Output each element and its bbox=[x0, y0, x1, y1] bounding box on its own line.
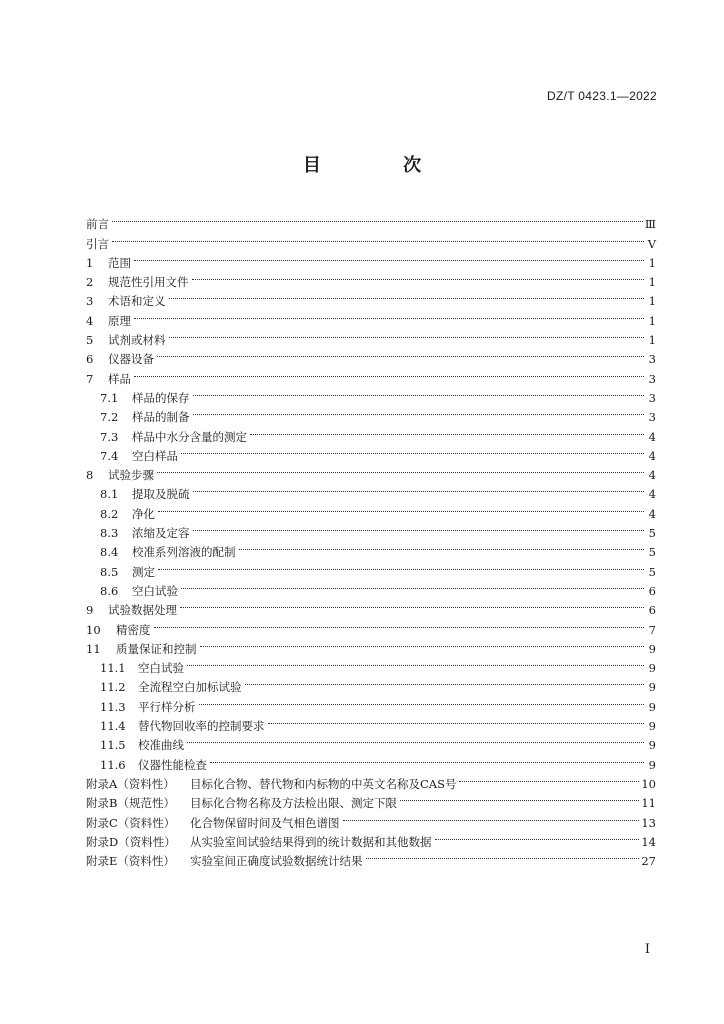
toc-leader-dots bbox=[192, 267, 645, 286]
toc-entry-page: 9 bbox=[648, 699, 656, 714]
toc-leader-dots bbox=[158, 498, 644, 517]
toc-leader-dots bbox=[210, 749, 644, 768]
toc-entry-number: 8.5 bbox=[100, 564, 119, 579]
toc-entry-label: 目标化合物名称及方法检出限、测定下限 bbox=[190, 796, 397, 811]
toc-entry-page: 13 bbox=[641, 815, 656, 830]
toc-leader-dots bbox=[169, 286, 645, 305]
toc-entry-page: 4 bbox=[648, 468, 656, 483]
toc-entry-label: 提取及脱硫 bbox=[132, 487, 190, 502]
toc-entry-page: 10 bbox=[641, 776, 656, 791]
toc-leader-dots bbox=[134, 305, 644, 324]
toc-entry-label: 质量保证和控制 bbox=[116, 641, 197, 656]
toc-leader-dots bbox=[112, 228, 644, 247]
toc-entry[interactable] bbox=[86, 556, 656, 579]
toc-leader-dots bbox=[435, 827, 640, 846]
toc-entry[interactable] bbox=[86, 325, 656, 348]
toc-entry-label: 空白试验 bbox=[132, 583, 178, 598]
toc-leader-dots bbox=[199, 691, 645, 710]
toc-entry-label: 仪器性能检查 bbox=[138, 757, 207, 772]
toc-entry[interactable] bbox=[86, 267, 656, 290]
toc-entry-page: 7 bbox=[648, 622, 656, 637]
toc-leader-dots bbox=[134, 363, 644, 382]
toc-entry-number: 11.1 bbox=[100, 661, 126, 676]
toc-leader-dots bbox=[366, 846, 640, 865]
toc-entry-label: 全流程空白加标试验 bbox=[138, 680, 242, 695]
toc-entry-label: 范围 bbox=[108, 255, 131, 270]
toc-entry-label: 原理 bbox=[108, 313, 131, 328]
toc-entry-page: 5 bbox=[648, 564, 656, 579]
toc-leader-dots bbox=[239, 537, 645, 556]
toc-entry-label: 引言 bbox=[86, 236, 109, 251]
toc-entry-label: 空白试验 bbox=[138, 661, 184, 676]
toc-leader-dots bbox=[134, 248, 644, 267]
toc-entry-number: 11.5 bbox=[100, 738, 126, 753]
toc-leader-dots bbox=[459, 769, 639, 788]
toc-entry[interactable] bbox=[86, 383, 656, 405]
toc-leader-dots bbox=[180, 595, 644, 614]
toc-entry-label: 校准系列溶液的配制 bbox=[132, 545, 236, 560]
toc-entry[interactable] bbox=[86, 228, 656, 251]
toc-entry-label: 样品的制备 bbox=[132, 410, 190, 425]
toc-entry[interactable] bbox=[86, 634, 656, 656]
toc-entry-page: 5 bbox=[648, 526, 656, 541]
toc-entry-page: 3 bbox=[648, 352, 656, 367]
toc-entry-page: 9 bbox=[648, 719, 656, 734]
toc-entry-label: 样品中水分含量的测定 bbox=[132, 429, 247, 444]
page-number: Ⅰ bbox=[644, 942, 650, 957]
toc-entry-label: 从实验室间试验结果得到的统计数据和其他数据 bbox=[190, 834, 432, 849]
toc-entry-page: 27 bbox=[641, 854, 656, 869]
toc-leader-dots bbox=[200, 634, 645, 653]
toc-entry-number: 8.1 bbox=[100, 487, 119, 502]
toc-entry-number: 1 bbox=[86, 255, 94, 270]
toc-entry-label: 目标化合物、替代物和内标物的中英文名称及CAS号 bbox=[190, 776, 457, 791]
toc-entry[interactable] bbox=[86, 363, 656, 386]
toc-entry-label: 试验数据处理 bbox=[108, 603, 177, 618]
toc-entry-label: 样品 bbox=[108, 371, 131, 386]
toc-entry[interactable] bbox=[86, 479, 656, 502]
toc-entry-page: 1 bbox=[648, 275, 656, 290]
toc-entry-number: 11.2 bbox=[100, 680, 126, 695]
toc-entry-number: 4 bbox=[86, 313, 94, 328]
toc-leader-dots bbox=[169, 325, 645, 344]
toc-entry-page: 1 bbox=[648, 294, 656, 309]
toc-entry-number: 8.4 bbox=[100, 545, 119, 560]
toc-leader-dots bbox=[343, 807, 640, 826]
toc-entry-number: 附录C（资料性） bbox=[86, 815, 176, 830]
toc-entry-number: 6 bbox=[86, 352, 94, 367]
toc-entry[interactable] bbox=[86, 248, 656, 270]
toc-entry-page: 4 bbox=[648, 506, 656, 521]
toc-entry-label: 精密度 bbox=[116, 622, 151, 637]
toc-entry-number: 5 bbox=[86, 333, 94, 348]
toc-leader-dots bbox=[187, 730, 644, 749]
toc-entry-number: 9 bbox=[86, 603, 94, 618]
toc-leader-dots bbox=[112, 209, 643, 228]
toc-entry-label: 前言 bbox=[86, 217, 109, 232]
toc-entry-page: 4 bbox=[648, 448, 656, 463]
toc-leader-dots bbox=[250, 421, 644, 440]
toc-leader-dots bbox=[187, 653, 644, 672]
toc-entry-number: 8 bbox=[86, 468, 94, 483]
toc-entry-number: 附录E（资料性） bbox=[86, 854, 175, 869]
toc-entry-number: 10 bbox=[86, 622, 101, 637]
toc-entry-number: 11 bbox=[86, 641, 101, 656]
toc-entry-number: 11.6 bbox=[100, 757, 126, 772]
toc-entry-page: 4 bbox=[648, 429, 656, 444]
toc-entry[interactable] bbox=[86, 305, 656, 328]
toc-entry-page: 1 bbox=[648, 255, 656, 270]
toc-leader-dots bbox=[158, 556, 644, 575]
toc-leader-dots bbox=[400, 788, 639, 807]
toc-leader-dots bbox=[245, 672, 645, 691]
toc-entry-number: 11.3 bbox=[100, 699, 126, 714]
toc-entry-page: 6 bbox=[648, 583, 656, 598]
toc-entry-number: 3 bbox=[86, 294, 94, 309]
toc-entry-label: 化合物保留时间及气相色谱图 bbox=[190, 815, 340, 830]
toc-entry-page: Ⅴ bbox=[647, 236, 656, 251]
toc-entry-number: 7.1 bbox=[100, 390, 119, 405]
toc-entry-page: 3 bbox=[648, 410, 656, 425]
toc-entry[interactable] bbox=[86, 344, 656, 367]
toc-entry-number: 附录D（资料性） bbox=[86, 834, 176, 849]
toc-entry-label: 平行样分析 bbox=[138, 699, 196, 714]
toc-entry-page: 9 bbox=[648, 641, 656, 656]
toc-entry-page: 11 bbox=[641, 796, 656, 811]
toc-entry[interactable] bbox=[86, 209, 656, 232]
toc-entry[interactable] bbox=[86, 460, 656, 483]
toc-entry-page: 9 bbox=[648, 738, 656, 753]
toc-entry-page: 5 bbox=[648, 545, 656, 560]
toc-entry-label: 试剂或材料 bbox=[108, 333, 166, 348]
toc-entry-number: 7 bbox=[86, 371, 94, 386]
toc-entry-label: 仪器设备 bbox=[108, 352, 154, 367]
toc-entry-page: 9 bbox=[648, 661, 656, 676]
toc-entry-page: 3 bbox=[648, 371, 656, 386]
toc-leader-dots bbox=[268, 711, 645, 730]
toc-leader-dots bbox=[157, 460, 644, 479]
toc-leader-dots bbox=[157, 344, 644, 363]
toc-entry-label: 试验步骤 bbox=[108, 468, 154, 483]
toc-entry-label: 测定 bbox=[132, 564, 155, 579]
toc-entry-page: 1 bbox=[648, 333, 656, 348]
toc-entry-label: 样品的保存 bbox=[132, 390, 190, 405]
page-title: 目 次 bbox=[302, 155, 460, 176]
toc-leader-dots bbox=[154, 614, 645, 633]
toc-entry-number: 附录B（规范性） bbox=[86, 796, 175, 811]
toc-leader-dots bbox=[193, 402, 645, 421]
toc-entry-page: 1 bbox=[648, 313, 656, 328]
toc-entry-label: 替代物回收率的控制要求 bbox=[138, 719, 265, 734]
toc-entry-page: 14 bbox=[641, 834, 656, 849]
toc-entry-page: 3 bbox=[648, 390, 656, 405]
toc-entry-number: 11.4 bbox=[100, 719, 126, 734]
toc-entry[interactable] bbox=[86, 498, 656, 521]
toc-entry[interactable] bbox=[86, 576, 656, 598]
toc-leader-dots bbox=[193, 518, 645, 537]
toc-entry-page: 4 bbox=[648, 487, 656, 502]
toc-leader-dots bbox=[181, 441, 644, 460]
toc-entry-number: 2 bbox=[86, 275, 94, 290]
toc-leader-dots bbox=[193, 383, 645, 402]
toc-entry-number: 7.4 bbox=[100, 448, 119, 463]
toc-entry-number: 7.3 bbox=[100, 429, 119, 444]
toc-entry-label: 校准曲线 bbox=[138, 738, 184, 753]
toc-entry-label: 实验室间正确度试验数据统计结果 bbox=[190, 854, 363, 869]
toc-leader-dots bbox=[181, 576, 644, 595]
toc-entry-number: 8.2 bbox=[100, 506, 119, 521]
toc-entry[interactable] bbox=[86, 614, 656, 637]
toc-entry-number: 8.3 bbox=[100, 526, 119, 541]
toc-entry[interactable] bbox=[86, 518, 656, 541]
toc-entry[interactable] bbox=[86, 286, 656, 309]
toc-entry-label: 净化 bbox=[132, 506, 155, 521]
toc-entry-label: 空白样品 bbox=[132, 448, 178, 463]
toc-entry-label: 浓缩及定容 bbox=[132, 526, 190, 541]
toc-leader-dots bbox=[193, 479, 645, 498]
toc-entry-number: 8.6 bbox=[100, 583, 119, 598]
toc-entry-page: 9 bbox=[648, 680, 656, 695]
toc-entry-page: 6 bbox=[648, 603, 656, 618]
table-of-contents bbox=[86, 209, 656, 869]
toc-entry-number: 7.2 bbox=[100, 410, 119, 425]
toc-entry-number: 附录A（资料性） bbox=[86, 776, 175, 791]
toc-entry-label: 术语和定义 bbox=[108, 294, 166, 309]
toc-entry-page: 9 bbox=[648, 757, 656, 772]
document-code: DZ/T 0423.1—2022 bbox=[547, 89, 657, 103]
toc-entry-page: Ⅲ bbox=[644, 217, 656, 232]
toc-entry-label: 规范性引用文件 bbox=[108, 275, 189, 290]
